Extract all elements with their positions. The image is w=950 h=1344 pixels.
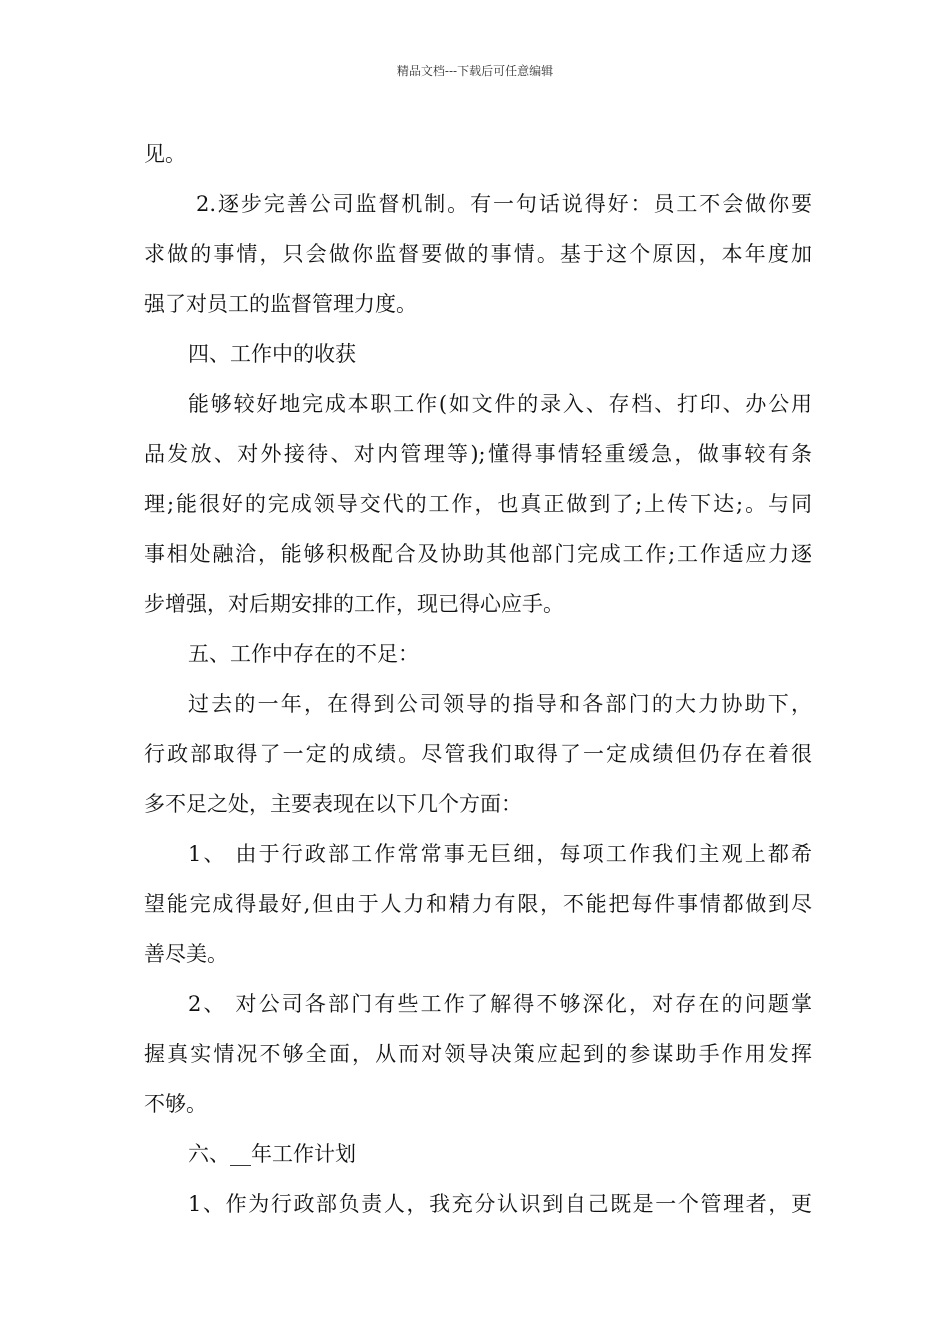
text-line: 能够较好地完成本职工作(如文件的录入、存档、打印、办公用 bbox=[188, 392, 812, 416]
text-line: 四、工作中的收获 bbox=[188, 342, 356, 366]
text-line: 事相处融洽，能够积极配合及协助其他部门完成工作;工作适应力逐 bbox=[144, 542, 812, 566]
text-line: 1、 由于行政部工作常常事无巨细，每项工作我们主观上都希 bbox=[188, 842, 812, 866]
text-line: 1、作为行政部负责人，我充分认识到自己既是一个管理者，更 bbox=[188, 1192, 812, 1216]
text-line: 多不足之处，主要表现在以下几个方面： bbox=[144, 792, 522, 816]
text-line: 行政部取得了一定的成绩。尽管我们取得了一定成绩但仍存在着很 bbox=[144, 742, 812, 766]
text-line: 不够。 bbox=[144, 1092, 207, 1116]
text-line: 望能完成得最好,但由于人力和精力有限，不能把每件事情都做到尽 bbox=[144, 892, 812, 916]
text-line: 五、工作中存在的不足： bbox=[188, 642, 419, 666]
text-line: 求做的事情，只会做你监督要做的事情。基于这个原因，本年度加 bbox=[144, 242, 812, 266]
text-line: 强了对员工的监督管理力度。 bbox=[144, 292, 417, 316]
page-header: 精品文档---下载后可任意编辑 bbox=[396, 64, 554, 78]
text-line: 握真实情况不够全面，从而对领导决策应起到的参谋助手作用发挥 bbox=[144, 1042, 812, 1066]
text-line: 过去的一年，在得到公司领导的指导和各部门的大力协助下， bbox=[188, 692, 812, 716]
text-line: 2.逐步完善公司监督机制。有一句话说得好：员工不会做你要 bbox=[196, 192, 812, 216]
document-body bbox=[144, 129, 812, 1229]
text-line: 理;能很好的完成领导交代的工作，也真正做到了;上传下达;。与同 bbox=[144, 492, 812, 516]
text-line: 2、 对公司各部门有些工作了解得不够深化，对存在的问题掌 bbox=[188, 992, 812, 1016]
text-line: 善尽美。 bbox=[144, 942, 228, 966]
text-line: 六、__年工作计划 bbox=[188, 1142, 356, 1166]
text-line: 品发放、对外接待、对内管理等);懂得事情轻重缓急，做事较有条 bbox=[144, 442, 812, 466]
text-line: 步增强，对后期安排的工作，现已得心应手。 bbox=[144, 592, 564, 616]
text-line: 见。 bbox=[144, 142, 186, 166]
